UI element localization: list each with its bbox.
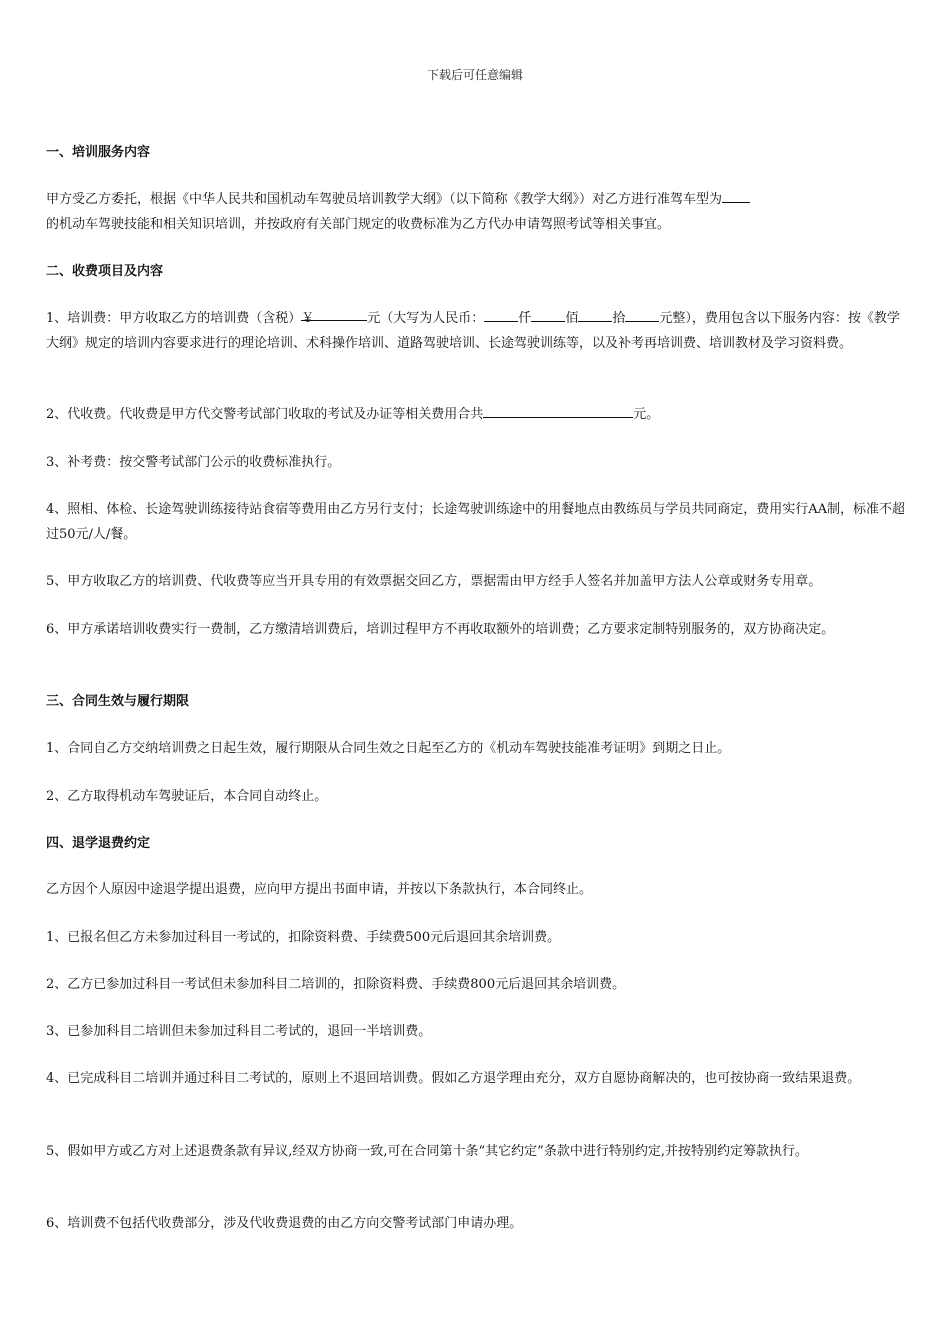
section-3-item-2: 2、乙方取得机动车驾驶证后，本合同自动终止。 xyxy=(46,789,328,804)
section-2-item-6: 6、甲方承诺培训收费实行一费制，乙方缴清培训费后，培训过程甲方不再收取额外的培训费；乙方要求定制特别服务的，双方协商决定。 xyxy=(46,622,835,637)
section-4-item-2: 2、乙方已参加过科目一考试但未参加科目二培训的，扣除资料费、手续费800元后退回其余培训费。 xyxy=(46,977,626,992)
section-1-paragraph xyxy=(46,187,908,237)
section-3-title: 三、合同生效与履行期限 xyxy=(46,694,190,709)
section-4-title: 四、退学退费约定 xyxy=(46,836,151,851)
section-3-item-1: 1、合同自乙方交纳培训费之日起生效，履行期限从合同生效之日起至乙方的《机动车驾驶技能准考证明》到期之日止。 xyxy=(46,741,731,756)
section-1-title: 一、培训服务内容 xyxy=(46,145,151,160)
ones-blank[interactable] xyxy=(625,307,659,322)
vehicle-type-blank[interactable] xyxy=(722,188,750,203)
item-2-text-b: 元。 xyxy=(633,407,660,422)
tens-label: 拾 xyxy=(612,311,626,326)
section-4-intro: 乙方因个人原因中途退学提出退费，应向甲方提出书面申请，并按以下条款执行，本合同终止。 xyxy=(46,882,593,897)
section-2-item-2 xyxy=(46,402,908,427)
hundreds-blank[interactable] xyxy=(531,307,565,322)
section-1-text-b: 的机动车驾驶技能和相关知识培训，并按政府有关部门规定的收费标准为乙方代办申请驾照考试等相关事宜。 xyxy=(46,217,671,232)
item-2-text-a: 2、代收费。代收费是甲方代交警考试部门收取的考试及办证等相关费用合共 xyxy=(46,407,484,422)
section-2-item-5: 5、甲方收取乙方的培训费、代收费等应当开具专用的有效票据交回乙方，票据需由甲方经手人签名并加盖甲方法人公章或财务专用章。 xyxy=(46,574,822,589)
thousands-blank[interactable] xyxy=(484,307,518,322)
agency-fee-blank[interactable] xyxy=(483,403,633,418)
training-fee-amount-blank[interactable] xyxy=(301,306,367,326)
item-1-text-a: 1、培训费：甲方收取乙方的培训费（含税） xyxy=(46,311,302,326)
page-header-note: 下载后可任意编辑 xyxy=(426,68,523,82)
yen-symbol: ￥ xyxy=(301,311,315,326)
item-1-text-b: 元（大写为人民币： xyxy=(367,311,485,326)
section-1-text-a: 甲方受乙方委托，根据《中华人民共和国机动车驾驶员培训教学大纲》（以下简称《教学大纲》）对乙方进行准驾车型为 xyxy=(46,192,723,207)
section-4-item-6: 6、培训费不包括代收费部分，涉及代收费退费的由乙方向交警考试部门申请办理。 xyxy=(46,1216,523,1231)
tens-blank[interactable] xyxy=(578,307,612,322)
section-2-item-1 xyxy=(46,306,908,356)
item-1-text-c: 元整），费用包含以下服务内容：按《教学大纲》规定的培训内容要求进行的理论培训、术科操作培训、道路驾驶培训、长途驾驶训练等，以及补考再培训费、培训教材及学习资料费。 xyxy=(46,311,900,351)
section-2-item-4: 4、照相、体检、长途驾驶训练接待站食宿等费用由乙方另行支付；长途驾驶训练途中的用餐地点由教练员与学员共同商定，费用实行AA制，标准不超过50元/人/餐。 xyxy=(46,502,906,542)
section-4-item-3: 3、已参加科目二培训但未参加过科目二考试的，退回一半培训费。 xyxy=(46,1024,432,1039)
section-4-item-5: 5、假如甲方或乙方对上述退费条款有异议,经双方协商一致,可在合同第十条“其它约定”条款中进行特别约定,并按特别约定筹款执行。 xyxy=(46,1144,808,1159)
section-2-title: 二、收费项目及内容 xyxy=(46,264,164,279)
thousands-label: 仟 xyxy=(518,311,532,326)
hundreds-label: 佰 xyxy=(565,311,579,326)
section-2-item-3: 3、补考费：按交警考试部门公示的收费标准执行。 xyxy=(46,455,341,470)
section-4-item-4: 4、已完成科目二培训并通过科目二考试的，原则上不退回培训费。假如乙方退学理由充分，双方自愿协商解决的，也可按协商一致结果退费。 xyxy=(46,1071,861,1086)
section-4-item-1: 1、已报名但乙方未参加过科目一考试的，扣除资料费、手续费500元后退回其余培训费。 xyxy=(46,930,561,945)
